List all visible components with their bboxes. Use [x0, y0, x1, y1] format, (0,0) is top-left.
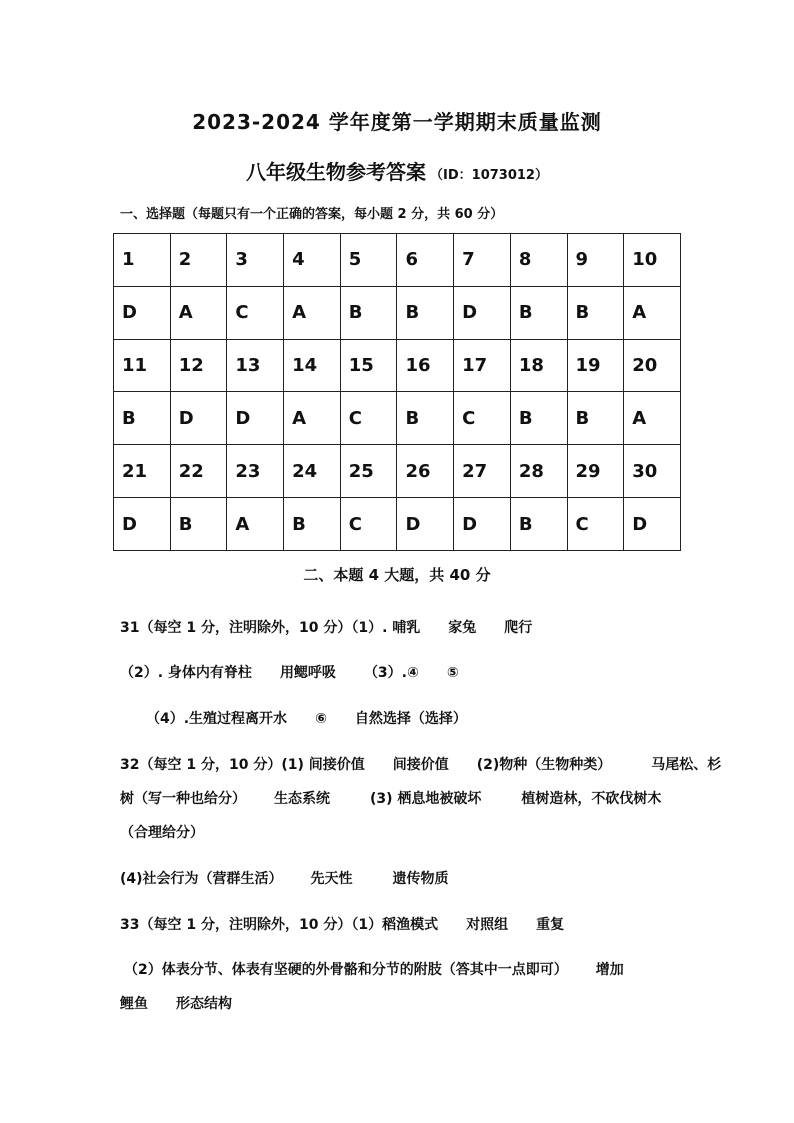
- page-subtitle: [0, 156, 794, 185]
- question-number-cell: 21: [114, 445, 171, 498]
- answer-cell: B: [567, 286, 624, 339]
- section1-heading: 一、选择题（每题只有一个正确的答案，每小题 2 分，共 60 分）: [120, 207, 504, 222]
- q31-answer-6: ⑥: [315, 711, 327, 727]
- q32-part4: (4)社会行为（营群生活）: [120, 871, 283, 887]
- question-number-cell: 4: [284, 234, 341, 287]
- q31-answer-selection: 自然选择（选择）: [354, 711, 467, 727]
- q32-reasonable-note: （合理给分）: [120, 825, 204, 841]
- q32-answer-fir: 树（写一种也给分）: [120, 791, 246, 807]
- q31-answer-5: ⑤: [446, 665, 459, 681]
- question-number-cell: 30: [624, 445, 681, 498]
- section2-heading: 二、本题 4 大题，共 40 分: [303, 566, 491, 584]
- answer-cell: A: [624, 286, 681, 339]
- answer-table: [113, 233, 681, 551]
- q32-line-4: [120, 868, 449, 888]
- q32-answer-innate: 先天性: [310, 871, 353, 887]
- question-number-cell: 5: [340, 234, 397, 287]
- question-number-cell: 25: [340, 445, 397, 498]
- q33-answer-carp: 鲤鱼: [120, 996, 148, 1012]
- answer-cell: A: [284, 392, 341, 445]
- question-number-cell: 6: [397, 234, 454, 287]
- answer-cell: D: [227, 392, 284, 445]
- q31-answer-reptile: 爬行: [504, 620, 533, 636]
- question-number-row: [114, 445, 681, 498]
- question-number-cell: 22: [170, 445, 227, 498]
- q32-line-3: [120, 822, 204, 842]
- question-number-cell: 10: [624, 234, 681, 287]
- answer-cell: A: [284, 286, 341, 339]
- q33-line-3: [120, 993, 232, 1013]
- question-number-cell: 23: [227, 445, 284, 498]
- answer-cell: B: [340, 286, 397, 339]
- q31-line-1: [120, 617, 532, 637]
- answer-cell: D: [624, 498, 681, 551]
- question-number-cell: 17: [454, 339, 511, 392]
- q33-answer-control: 对照组: [466, 917, 509, 933]
- question-number-cell: 9: [567, 234, 624, 287]
- answer-cell: A: [227, 498, 284, 551]
- answer-cell: D: [454, 286, 511, 339]
- q31-answer-gills: 用鳃呼吸: [279, 665, 336, 681]
- question-number-cell: 29: [567, 445, 624, 498]
- question-number-cell: 27: [454, 445, 511, 498]
- q32-part2: (2)物种（生物种类）: [476, 757, 612, 773]
- answer-key-row: [114, 286, 681, 339]
- answer-cell: C: [227, 286, 284, 339]
- question-number-cell: 28: [510, 445, 567, 498]
- q33-answer-increase: 增加: [595, 962, 624, 978]
- answer-cell: C: [567, 498, 624, 551]
- subtitle-id-code: （ID：1073012）: [430, 168, 548, 183]
- answer-cell: B: [170, 498, 227, 551]
- answer-cell: B: [510, 498, 567, 551]
- subtitle-text: 八年级生物参考答案: [246, 160, 427, 184]
- answer-cell: B: [397, 392, 454, 445]
- q33-answer-morphology: 形态结构: [176, 996, 232, 1012]
- q33-line-2: [124, 959, 624, 979]
- q32-answer-indirect: 间接价值: [392, 757, 449, 773]
- question-number-cell: 24: [284, 445, 341, 498]
- answer-cell: C: [340, 392, 397, 445]
- question-number-row: [114, 234, 681, 287]
- q32-line-1: [120, 754, 721, 774]
- question-number-cell: 3: [227, 234, 284, 287]
- q32-part1: 32（每空 1 分，10 分）(1) 间接价值: [120, 757, 365, 773]
- answer-cell: B: [510, 286, 567, 339]
- q32-answer-pine: 马尾松、杉: [651, 757, 722, 773]
- answer-cell: B: [284, 498, 341, 551]
- answer-cell: B: [567, 392, 624, 445]
- question-number-row: [114, 339, 681, 392]
- answer-cell: B: [397, 286, 454, 339]
- answer-cell: A: [170, 286, 227, 339]
- question-number-cell: 7: [454, 234, 511, 287]
- question-number-cell: 15: [340, 339, 397, 392]
- q32-answer-ecosystem: 生态系统: [274, 791, 330, 807]
- answer-cell: C: [340, 498, 397, 551]
- answer-cell: B: [114, 392, 171, 445]
- question-number-cell: 18: [510, 339, 567, 392]
- answer-cell: A: [624, 392, 681, 445]
- q32-line-2: [120, 788, 661, 808]
- answer-key-row: [114, 392, 681, 445]
- question-number-cell: 12: [170, 339, 227, 392]
- question-number-cell: 16: [397, 339, 454, 392]
- q31-part2: （2）. 身体内有脊柱: [120, 665, 252, 681]
- answer-cell: D: [397, 498, 454, 551]
- q31-part4: （4）.生殖过程离开水: [146, 711, 288, 727]
- question-number-cell: 8: [510, 234, 567, 287]
- answer-cell: C: [454, 392, 511, 445]
- question-number-cell: 1: [114, 234, 171, 287]
- q31-answer-rabbit: 家兔: [448, 620, 477, 636]
- question-number-cell: 20: [624, 339, 681, 392]
- answer-cell: B: [510, 392, 567, 445]
- question-number-cell: 19: [567, 339, 624, 392]
- q33-answer-repeat: 重复: [536, 917, 565, 933]
- q31-part1: 31（每空 1 分，注明除外，10 分）（1）. 哺乳: [120, 620, 421, 636]
- answer-cell: D: [454, 498, 511, 551]
- q32-part3: (3) 栖息地被破坏: [370, 791, 482, 807]
- answer-key-row: [114, 498, 681, 551]
- q33-line-1: [120, 914, 564, 934]
- question-number-cell: 26: [397, 445, 454, 498]
- q33-part1: 33（每空 1 分，注明除外，10 分）（1）稻渔模式: [120, 917, 439, 933]
- question-number-cell: 11: [114, 339, 171, 392]
- answer-cell: D: [114, 498, 171, 551]
- page-title: 2023-2024 学年度第一学期期末质量监测: [192, 110, 602, 134]
- answer-cell: D: [114, 286, 171, 339]
- answer-cell: D: [170, 392, 227, 445]
- question-number-cell: 2: [170, 234, 227, 287]
- q31-line-2: [120, 662, 459, 682]
- question-number-cell: 13: [227, 339, 284, 392]
- q31-line-3: [146, 708, 467, 728]
- q33-part2: （2）体表分节、体表有坚硬的外骨骼和分节的附肢（答其中一点即可）: [124, 962, 568, 978]
- q32-answer-afforestation: 植树造林，不砍伐树木: [521, 791, 662, 807]
- q32-answer-genetic: 遗传物质: [392, 871, 449, 887]
- question-number-cell: 14: [284, 339, 341, 392]
- q31-part3: （3）.④: [363, 665, 419, 681]
